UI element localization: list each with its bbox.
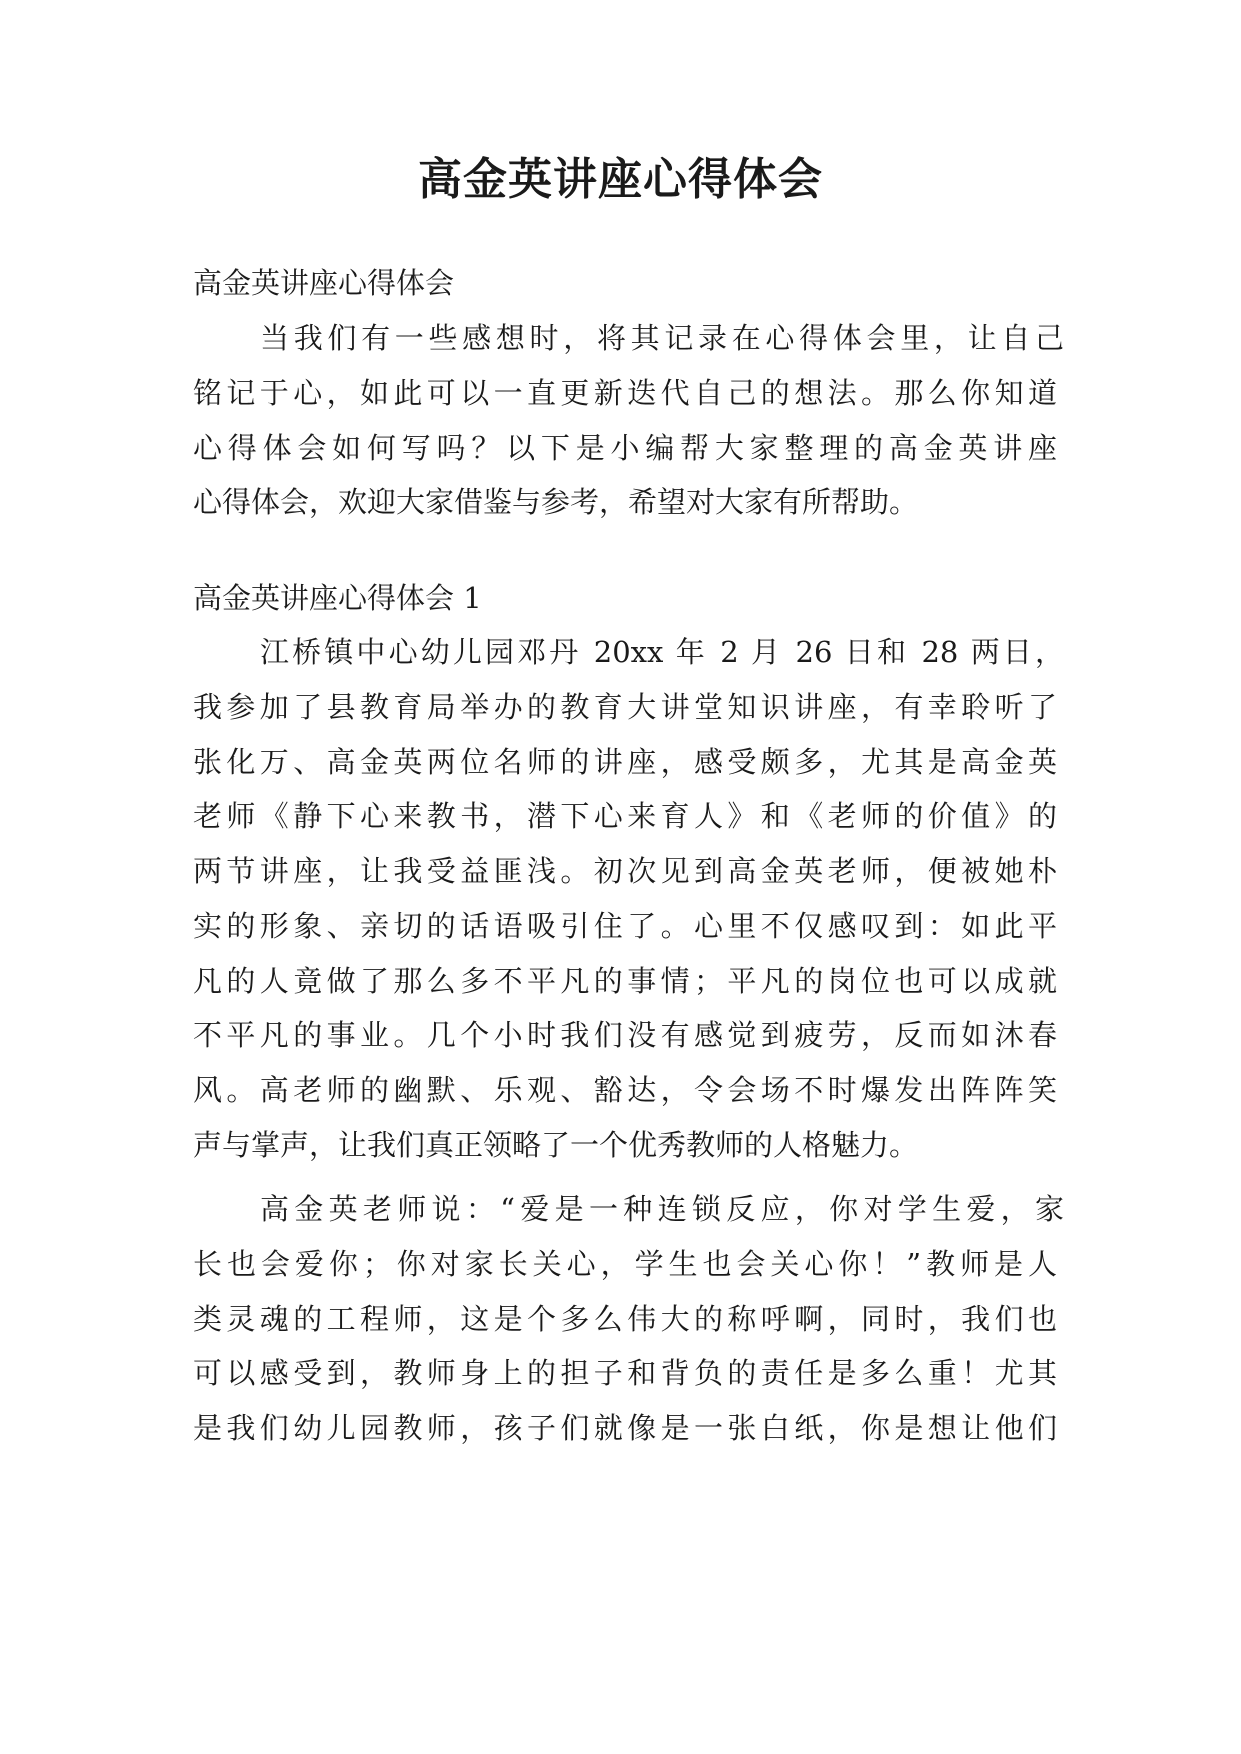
section1-para2-line-5: 是我们幼儿园教师，孩子们就像是一张白纸，你是想让他们 — [193, 1411, 1057, 1445]
section1-para1-line-4: 老师《静下心来教书，潜下心来育人》和《老师的价值》的 — [193, 799, 1057, 833]
section1-para2-line-1: 高金英老师说：“爱是一种连锁反应，你对学生爱，家 — [260, 1192, 1064, 1226]
section1-heading: 高金英讲座心得体会 1 — [193, 581, 482, 615]
document-title: 高金英讲座心得体会 — [418, 154, 823, 205]
section1-para2-line-2: 长也会爱你；你对家长关心，学生也会关心你！”教师是人 — [193, 1247, 1057, 1281]
intro-line-3: 心得体会如何写吗？以下是小编帮大家整理的高金英讲座 — [193, 431, 1057, 465]
section1-para1-line-10: 声与掌声，让我们真正领略了一个优秀教师的人格魅力。 — [193, 1128, 919, 1162]
section1-para1-line-9: 风。高老师的幽默、乐观、豁达，令会场不时爆发出阵阵笑 — [193, 1073, 1057, 1107]
intro-line-4: 心得体会，欢迎大家借鉴与参考，希望对大家有所帮助。 — [193, 485, 919, 519]
section1-para1-line-3: 张化万、高金英两位名师的讲座，感受颇多，尤其是高金英 — [193, 745, 1057, 779]
section1-para1-line-2: 我参加了县教育局举办的教育大讲堂知识讲座，有幸聆听了 — [193, 690, 1057, 724]
section1-para1-line-7: 凡的人竟做了那么多不平凡的事情；平凡的岗位也可以成就 — [193, 964, 1057, 998]
section1-para2-line-4: 可以感受到，教师身上的担子和背负的责任是多么重！尤其 — [193, 1356, 1057, 1390]
section1-para1-line-1: 江桥镇中心幼儿园邓丹 20xx 年 2 月 26 日和 28 两日， — [260, 635, 1064, 669]
section1-para1-line-5: 两节讲座，让我受益匪浅。初次见到高金英老师，便被她朴 — [193, 854, 1057, 888]
intro-line-1: 当我们有一些感想时，将其记录在心得体会里，让自己 — [260, 321, 1064, 355]
intro-heading: 高金英讲座心得体会 — [193, 266, 455, 300]
intro-line-2: 铭记于心，如此可以一直更新迭代自己的想法。那么你知道 — [193, 376, 1057, 410]
section1-para1-line-8: 不平凡的事业。几个小时我们没有感觉到疲劳，反而如沐春 — [193, 1018, 1057, 1052]
section1-para2-line-3: 类灵魂的工程师，这是个多么伟大的称呼啊，同时，我们也 — [193, 1302, 1057, 1336]
section1-para1-line-6: 实的形象、亲切的话语吸引住了。心里不仅感叹到：如此平 — [193, 909, 1057, 943]
